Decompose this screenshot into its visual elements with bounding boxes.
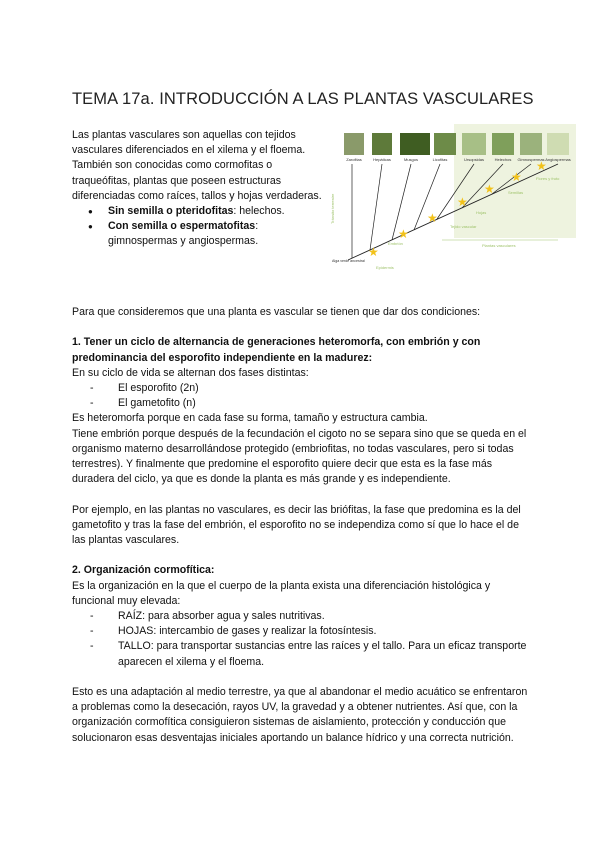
zarofitas-photo xyxy=(344,133,364,155)
group-label: Hepáticas xyxy=(373,157,391,162)
bullet-bold: Con semilla o espermatofitas xyxy=(108,220,256,233)
intro-paragraph: Las plantas vasculares son aquellas con tejidos vasculares diferenciados en el xilema y el floema. También son conocidas como cormofitas o traqueófitas, plantas que poseen estructuras diferenciadas como raíces, tallos y hojas verdaderas. xyxy=(72,129,322,202)
list-item: - RAÍZ: para absorber agua y sales nutritivas. xyxy=(118,609,532,624)
section2-heading-text: 2. Organización cormofítica: xyxy=(72,564,215,577)
node-label-vascular: Tejido vascular xyxy=(450,224,477,229)
helechos-photo xyxy=(492,133,514,155)
bullet-text: : gimnospermas y angiospermas. xyxy=(108,220,259,248)
section1-lead: En su ciclo de vida se alternan dos fases distintas: xyxy=(72,366,309,379)
node-label-embryo: Embrión xyxy=(388,241,403,246)
group-label: Ursopsidas xyxy=(463,157,485,162)
main-body xyxy=(72,305,532,746)
list-item: - HOJAS: intercambio de gases y realizar la fotosíntesis. xyxy=(118,624,532,639)
star-icon: ★ xyxy=(368,245,379,259)
star-icon: ★ xyxy=(511,170,522,184)
side-label: Tránsito terrestre xyxy=(330,193,335,224)
bullet-item xyxy=(108,219,324,249)
gimnospermas-photo xyxy=(520,133,542,155)
ursopsidas-photo xyxy=(462,133,486,155)
branch-line xyxy=(370,164,382,250)
star-icon: ★ xyxy=(536,159,547,173)
section2-heading xyxy=(72,563,532,578)
section1-list xyxy=(72,381,532,411)
node-label-flowers: Flores y fruto xyxy=(536,176,560,181)
licofitas-photo xyxy=(434,133,456,155)
bullet-item xyxy=(108,204,324,219)
section1-heading xyxy=(72,335,532,365)
bullet-bold: Sin semilla o pteridofitas xyxy=(108,205,234,218)
node-label-seeds: Semillas xyxy=(508,190,524,195)
group-label: Musgos xyxy=(403,157,419,162)
group-label: Licofitas xyxy=(432,157,448,162)
node-label-cuticle: Epidermis xyxy=(376,265,394,270)
group-label: Angiospermas xyxy=(545,157,571,162)
section2-paragraph: Esto es una adaptación al medio terrestre, ya que al abandonar el medio acuático se enfrentaron a problemas como la desecación, rayos UV, la gravedad y a obtener nutrientes. Así que, con la organización cormofítica consiguieron sistemas de aislamiento, protección y conducción que solucionaron esas desventajas iniciales aportando un balance hídrico y una correcta nutrición. xyxy=(72,686,528,744)
bullet-text: : helechos. xyxy=(233,205,285,218)
star-icon: ★ xyxy=(398,227,409,241)
section2-list xyxy=(72,609,532,670)
list-item: - El esporofito (2n) xyxy=(118,381,532,396)
hepaticas-photo xyxy=(372,133,392,155)
node-label-algae: Alga verde ancestral xyxy=(332,259,365,263)
phylogeny-figure xyxy=(322,124,576,272)
intro-section xyxy=(72,128,324,250)
section1-paragraph: Por ejemplo, en las plantas no vasculares, es decir las briófitas, la fase que predomina es la del gametofito y tras la fase del embrión, el esporofito no se independiza como sí que lo hace el de las plantas vasculares. xyxy=(72,503,521,547)
group-label: Zarofitas xyxy=(346,157,362,162)
node-label-leaves: Hojas xyxy=(476,210,487,215)
intro-bullet-list xyxy=(72,204,324,250)
phylogeny-diagram xyxy=(322,124,576,272)
angiospermas-photo xyxy=(547,133,569,155)
section2-lead: Es la organización en la que el cuerpo de la planta exista una diferenciación histológica y funcional muy elevada: xyxy=(72,579,491,607)
group-label: Helechos xyxy=(494,157,512,162)
list-item: - El gametofito (n) xyxy=(118,396,532,411)
conditions-intro: Para que consideremos que una planta es vascular se tienen que dar dos condiciones: xyxy=(72,306,481,318)
section1-paragraph: Tiene embrión porque después de la fecundación el cigoto no se separa sino que se queda en el organismo materno desarrollándose protegido (embriofitas, no todas vasculares, pero si todas terrestres). Y finalmente que predomine el esporofito quiere decir que esta es la fase más duradera del ciclo, ya que es donde la planta es más grande y es independiente. xyxy=(72,427,527,486)
section1-heading-text: 1. Tener un ciclo de alternancia de generaciones heteromorfa, con embrión y con predominancia del esporofito independiente en la madurez: xyxy=(72,336,481,364)
star-icon: ★ xyxy=(484,182,495,196)
list-item: - TALLO: para transportar sustancias entre las raíces y el tallo. Para un eficaz transporte aparecen el xilema y el floema. xyxy=(118,639,532,669)
section1-paragraph: Es heteromorfa porque en cada fase su forma, tamaño y estructura cambia. xyxy=(72,412,428,425)
musgos-photo xyxy=(400,133,430,155)
bracket-label: Plantas vasculares xyxy=(482,243,516,248)
group-label: Gimnospermas xyxy=(517,157,545,162)
page-title: TEMA 17a. INTRODUCCIÓN A LAS PLANTAS VASCULARES xyxy=(72,90,534,108)
star-icon: ★ xyxy=(427,211,438,225)
star-icon: ★ xyxy=(457,195,468,209)
